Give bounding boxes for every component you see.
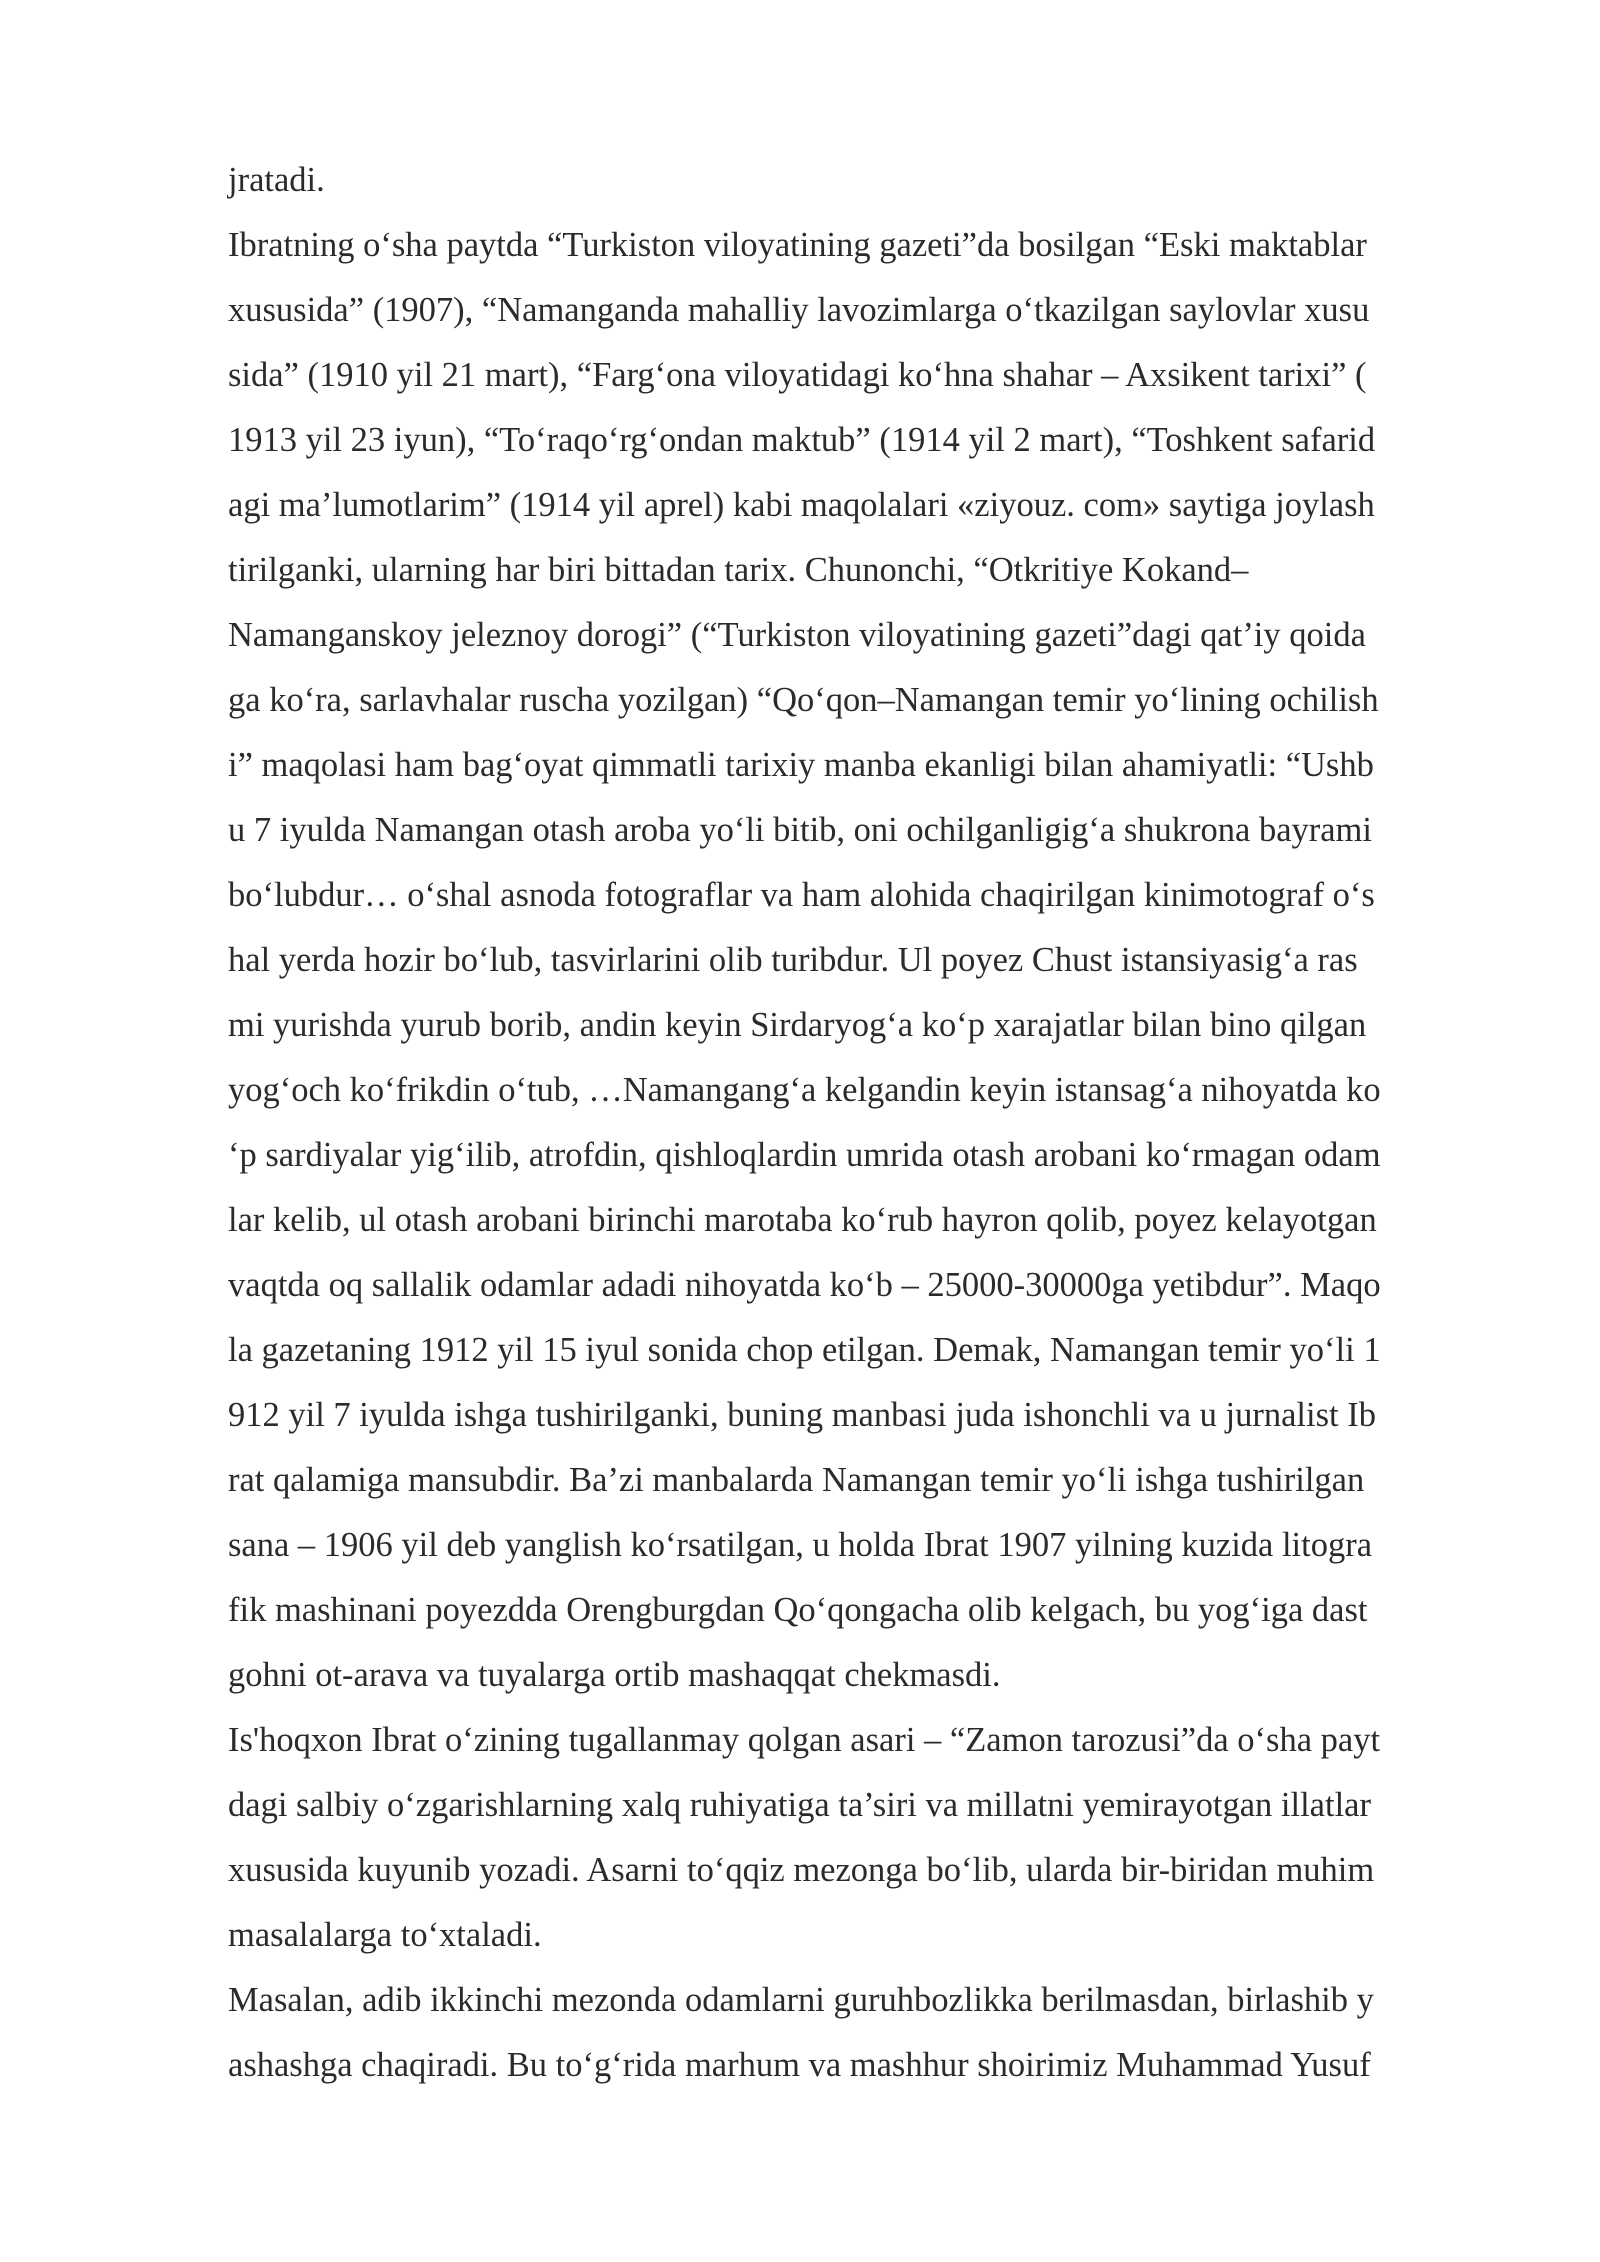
text-line: ashashga chaqiradi. Bu to‘g‘rida marhum va mashhur shoirimiz Muhammad Yusuf <box>228 2046 1371 2084</box>
text-line: xususida kuyunib yozadi. Asarni to‘qqiz mezonga bo‘lib, ularda bir-biridan muhim <box>228 1851 1375 1889</box>
text-line: mi yurishda yurub borib, andin keyin Sirdaryog‘a ko‘p xarajatlar bilan bino qilgan <box>228 1006 1367 1044</box>
text-line: tirilganki, ularning har biri bittadan tarix. Chunonchi, “Otkritiye Kokand– <box>228 551 1249 589</box>
text-line: la gazetaning 1912 yil 15 iyul sonida chop etilgan. Demak, Namangan temir yo‘li 1 <box>228 1331 1381 1369</box>
text-line: sana – 1906 yil deb yanglish ko‘rsatilgan, u holda Ibrat 1907 yilning kuzida litogra <box>228 1526 1373 1564</box>
text-line: bo‘lubdur… o‘shal asnoda fotograflar va ham alohida chaqirilgan kinimotograf o‘s <box>228 876 1375 914</box>
text-line: ‘p sardiyalar yig‘ilib, atrofdin, qishloqlardin umrida otash arobani ko‘rmagan odam <box>228 1136 1381 1174</box>
text-line: Is'hoqxon Ibrat o‘zining tugallanmay qolgan asari – “Zamon tarozusi”da o‘sha payt <box>228 1721 1381 1759</box>
text-line: xususida” (1907), “Namanganda mahalliy lavozimlarga o‘tkazilgan saylovlar xusu <box>228 291 1370 329</box>
text-line: lar kelib, ul otash arobani birinchi marotaba ko‘rub hayron qolib, poyez kelayotgan <box>228 1201 1377 1239</box>
text-line: gohni ot-arava va tuyalarga ortib mashaqqat chekmasdi. <box>228 1656 1001 1694</box>
text-line: 912 yil 7 iyulda ishga tushirilganki, buning manbasi juda ishonchli va u jurnalist Ib <box>228 1396 1376 1434</box>
text-line: agi ma’lumotlarim” (1914 yil aprel) kabi maqolalari «ziyouz. com» saytiga joylash <box>228 486 1375 524</box>
text-line: jratadi. <box>228 161 325 199</box>
text-line: sida” (1910 yil 21 mart), “Farg‘ona viloyatidagi ko‘hna shahar – Axsikent tarixi” ( <box>228 356 1367 394</box>
body-text <box>228 148 1528 2098</box>
text-line: masalalarga to‘xtaladi. <box>228 1916 542 1954</box>
text-line: Namanganskoy jeleznoy dorogi” (“Turkiston viloyatining gazeti”dagi qat’iy qoida <box>228 616 1366 654</box>
text-line: yog‘och ko‘frikdin o‘tub, …Namangang‘a kelgandin keyin istansag‘a nihoyatda ko <box>228 1071 1381 1109</box>
text-line: i” maqolasi ham bag‘oyat qimmatli tarixiy manba ekanligi bilan ahamiyatli: “Ushb <box>228 746 1374 784</box>
text-line: Ibratning o‘sha paytda “Turkiston viloyatining gazeti”da bosilgan “Eski maktablar <box>228 226 1367 264</box>
text-line: ga ko‘ra, sarlavhalar ruscha yozilgan) “Qo‘qon–Namangan temir yo‘lining ochilish <box>228 681 1379 719</box>
text-line: vaqtda oq sallalik odamlar adadi nihoyatda ko‘b – 25000-30000ga yetibdur”. Maqo <box>228 1266 1381 1304</box>
text-line: 1913 yil 23 iyun), “To‘raqo‘rg‘ondan maktub” (1914 yil 2 mart), “Toshkent safarid <box>228 421 1376 459</box>
text-line: fik mashinani poyezdda Orengburgdan Qo‘qongacha olib kelgach, bu yog‘iga dast <box>228 1591 1368 1629</box>
text-line: rat qalamiga mansubdir. Ba’zi manbalarda Namangan temir yo‘li ishga tushirilgan <box>228 1461 1365 1499</box>
text-line: Masalan, adib ikkinchi mezonda odamlarni guruhbozlikka berilmasdan, birlashib y <box>228 1981 1374 2019</box>
text-line: dagi salbiy o‘zgarishlarning xalq ruhiyatiga ta’siri va millatni yemirayotgan illatlar <box>228 1786 1371 1824</box>
text-line: hal yerda hozir bo‘lub, tasvirlarini olib turibdur. Ul poyez Chust istansiyasig‘a ras <box>228 941 1358 979</box>
text-line: u 7 iyulda Namangan otash aroba yo‘li bitib, oni ochilganligig‘a shukrona bayrami <box>228 811 1372 849</box>
